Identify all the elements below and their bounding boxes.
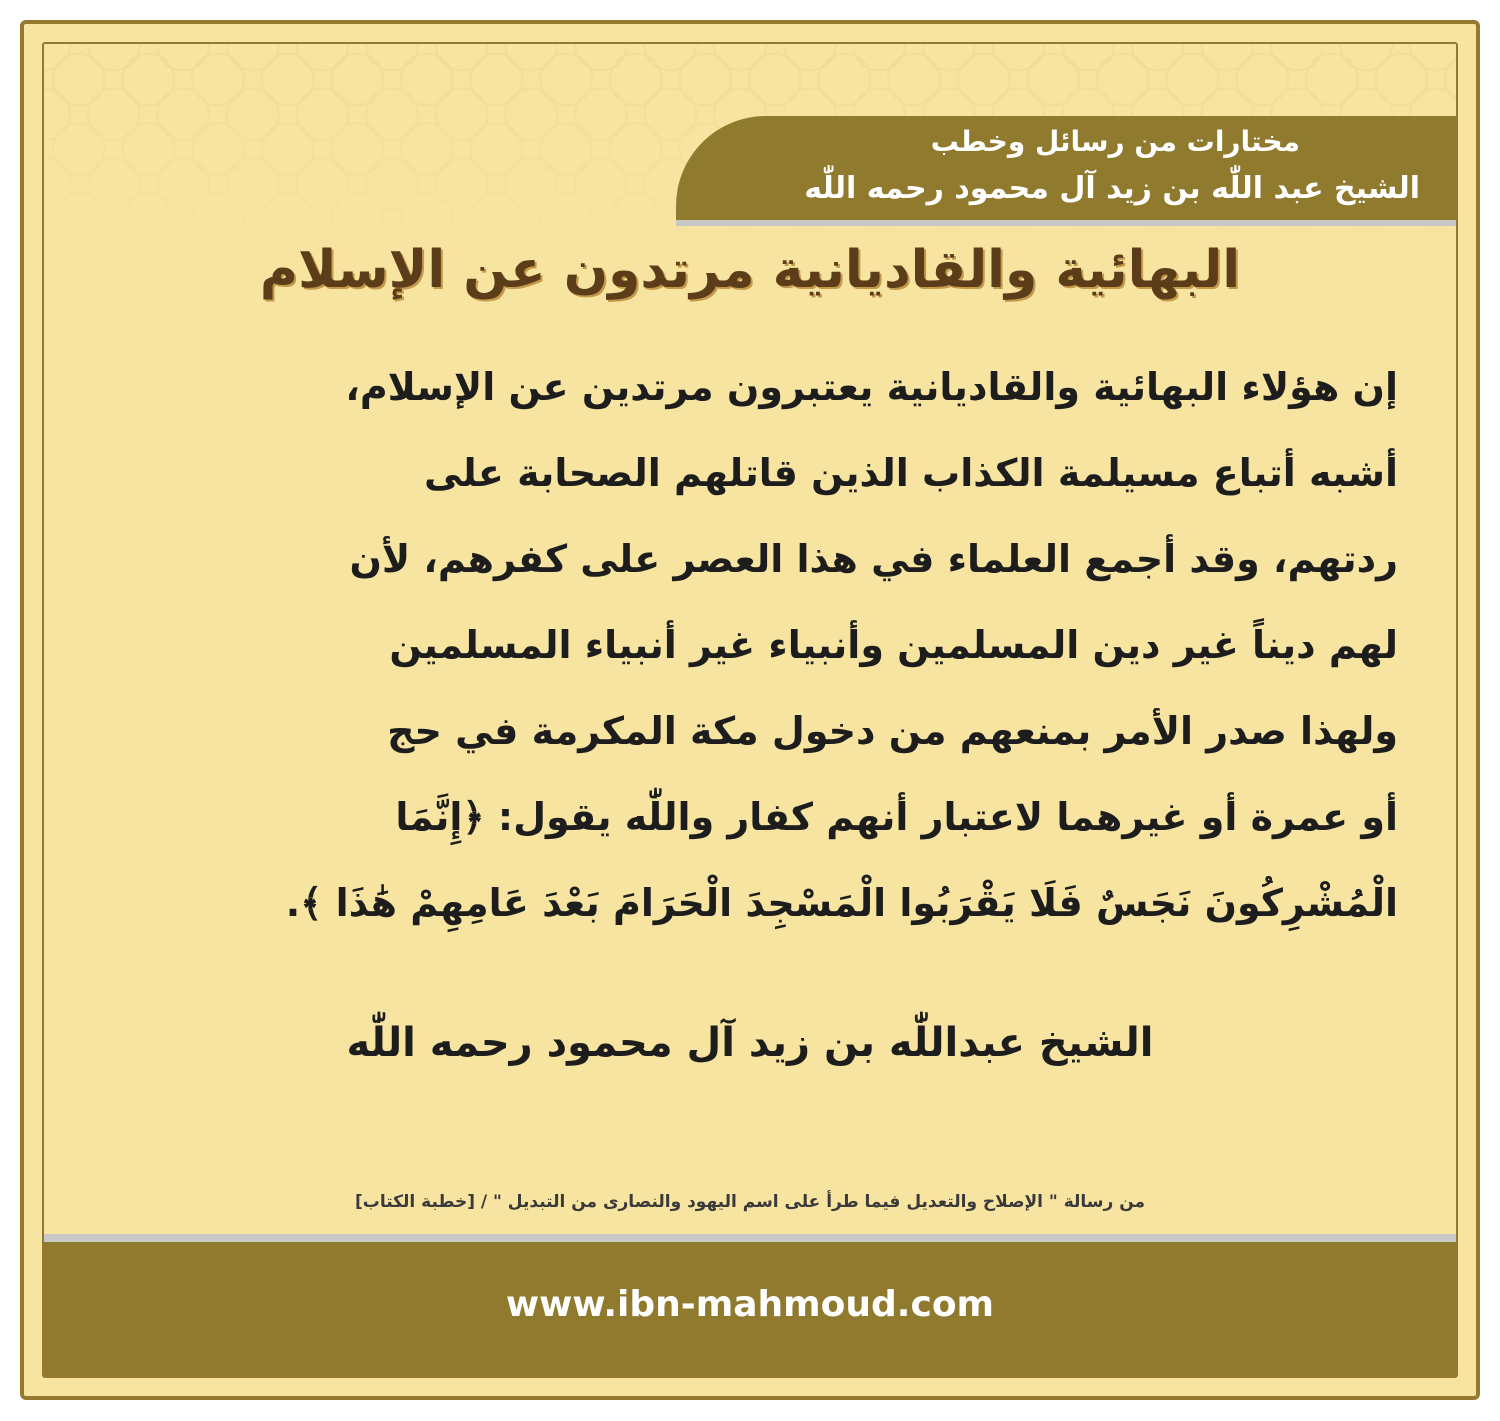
body-line: ولهذا صدر الأمر بمنعهم من دخول مكة المكرمة في حج [387, 709, 1398, 753]
source-citation: من رسالة " الإصلاح والتعديل فيما طرأ على اسم اليهود والنصارى من التبديل " / [خطبة الكتاب] [354, 1192, 1146, 1212]
body-line: إن هؤلاء البهائية والقاديانية يعتبرون مرتدين عن الإسلام، [345, 365, 1398, 409]
inner-frame [42, 42, 1458, 1378]
website-link[interactable]: www.ibn-mahmoud.com [505, 1284, 995, 1325]
article-card [20, 20, 1480, 1400]
header-author: الشيخ عبد اللّٰه بن زيد آل محمود رحمه اللّٰه [804, 171, 1420, 206]
body-line: أشبه أتباع مسيلمة الكذاب الذين قاتلهم الصحابة على [423, 451, 1398, 495]
page-title: البهائية والقاديانية مرتدون عن الإسلام [259, 240, 1241, 300]
footer-divider [44, 1234, 1456, 1242]
body-line: ردتهم، وقد أجمع العلماء في هذا العصر على كفرهم، لأن [349, 537, 1398, 581]
footer-band [44, 1242, 1456, 1376]
body-line: الْمُشْرِكُونَ نَجَسٌ فَلَا يَقْرَبُوا الْمَسْجِدَ الْحَرَامَ بَعْدَ عَامِهِمْ هَٰذَا ﴾. [285, 881, 1398, 925]
header-band [676, 116, 1456, 226]
article-body [154, 344, 1398, 946]
body-line: أو عمرة أو غيرهما لاعتبار أنهم كفار واللّٰه يقول: ﴿إِنَّمَا [395, 795, 1398, 839]
header-subtitle: مختارات من رسائل وخطب [930, 125, 1300, 158]
body-line: لهم ديناً غير دين المسلمين وأنبياء غير أنبياء المسلمين [389, 623, 1398, 667]
author-signature: الشيخ عبداللّٰه بن زيد آل محمود رحمه اللّٰه [346, 1020, 1154, 1066]
